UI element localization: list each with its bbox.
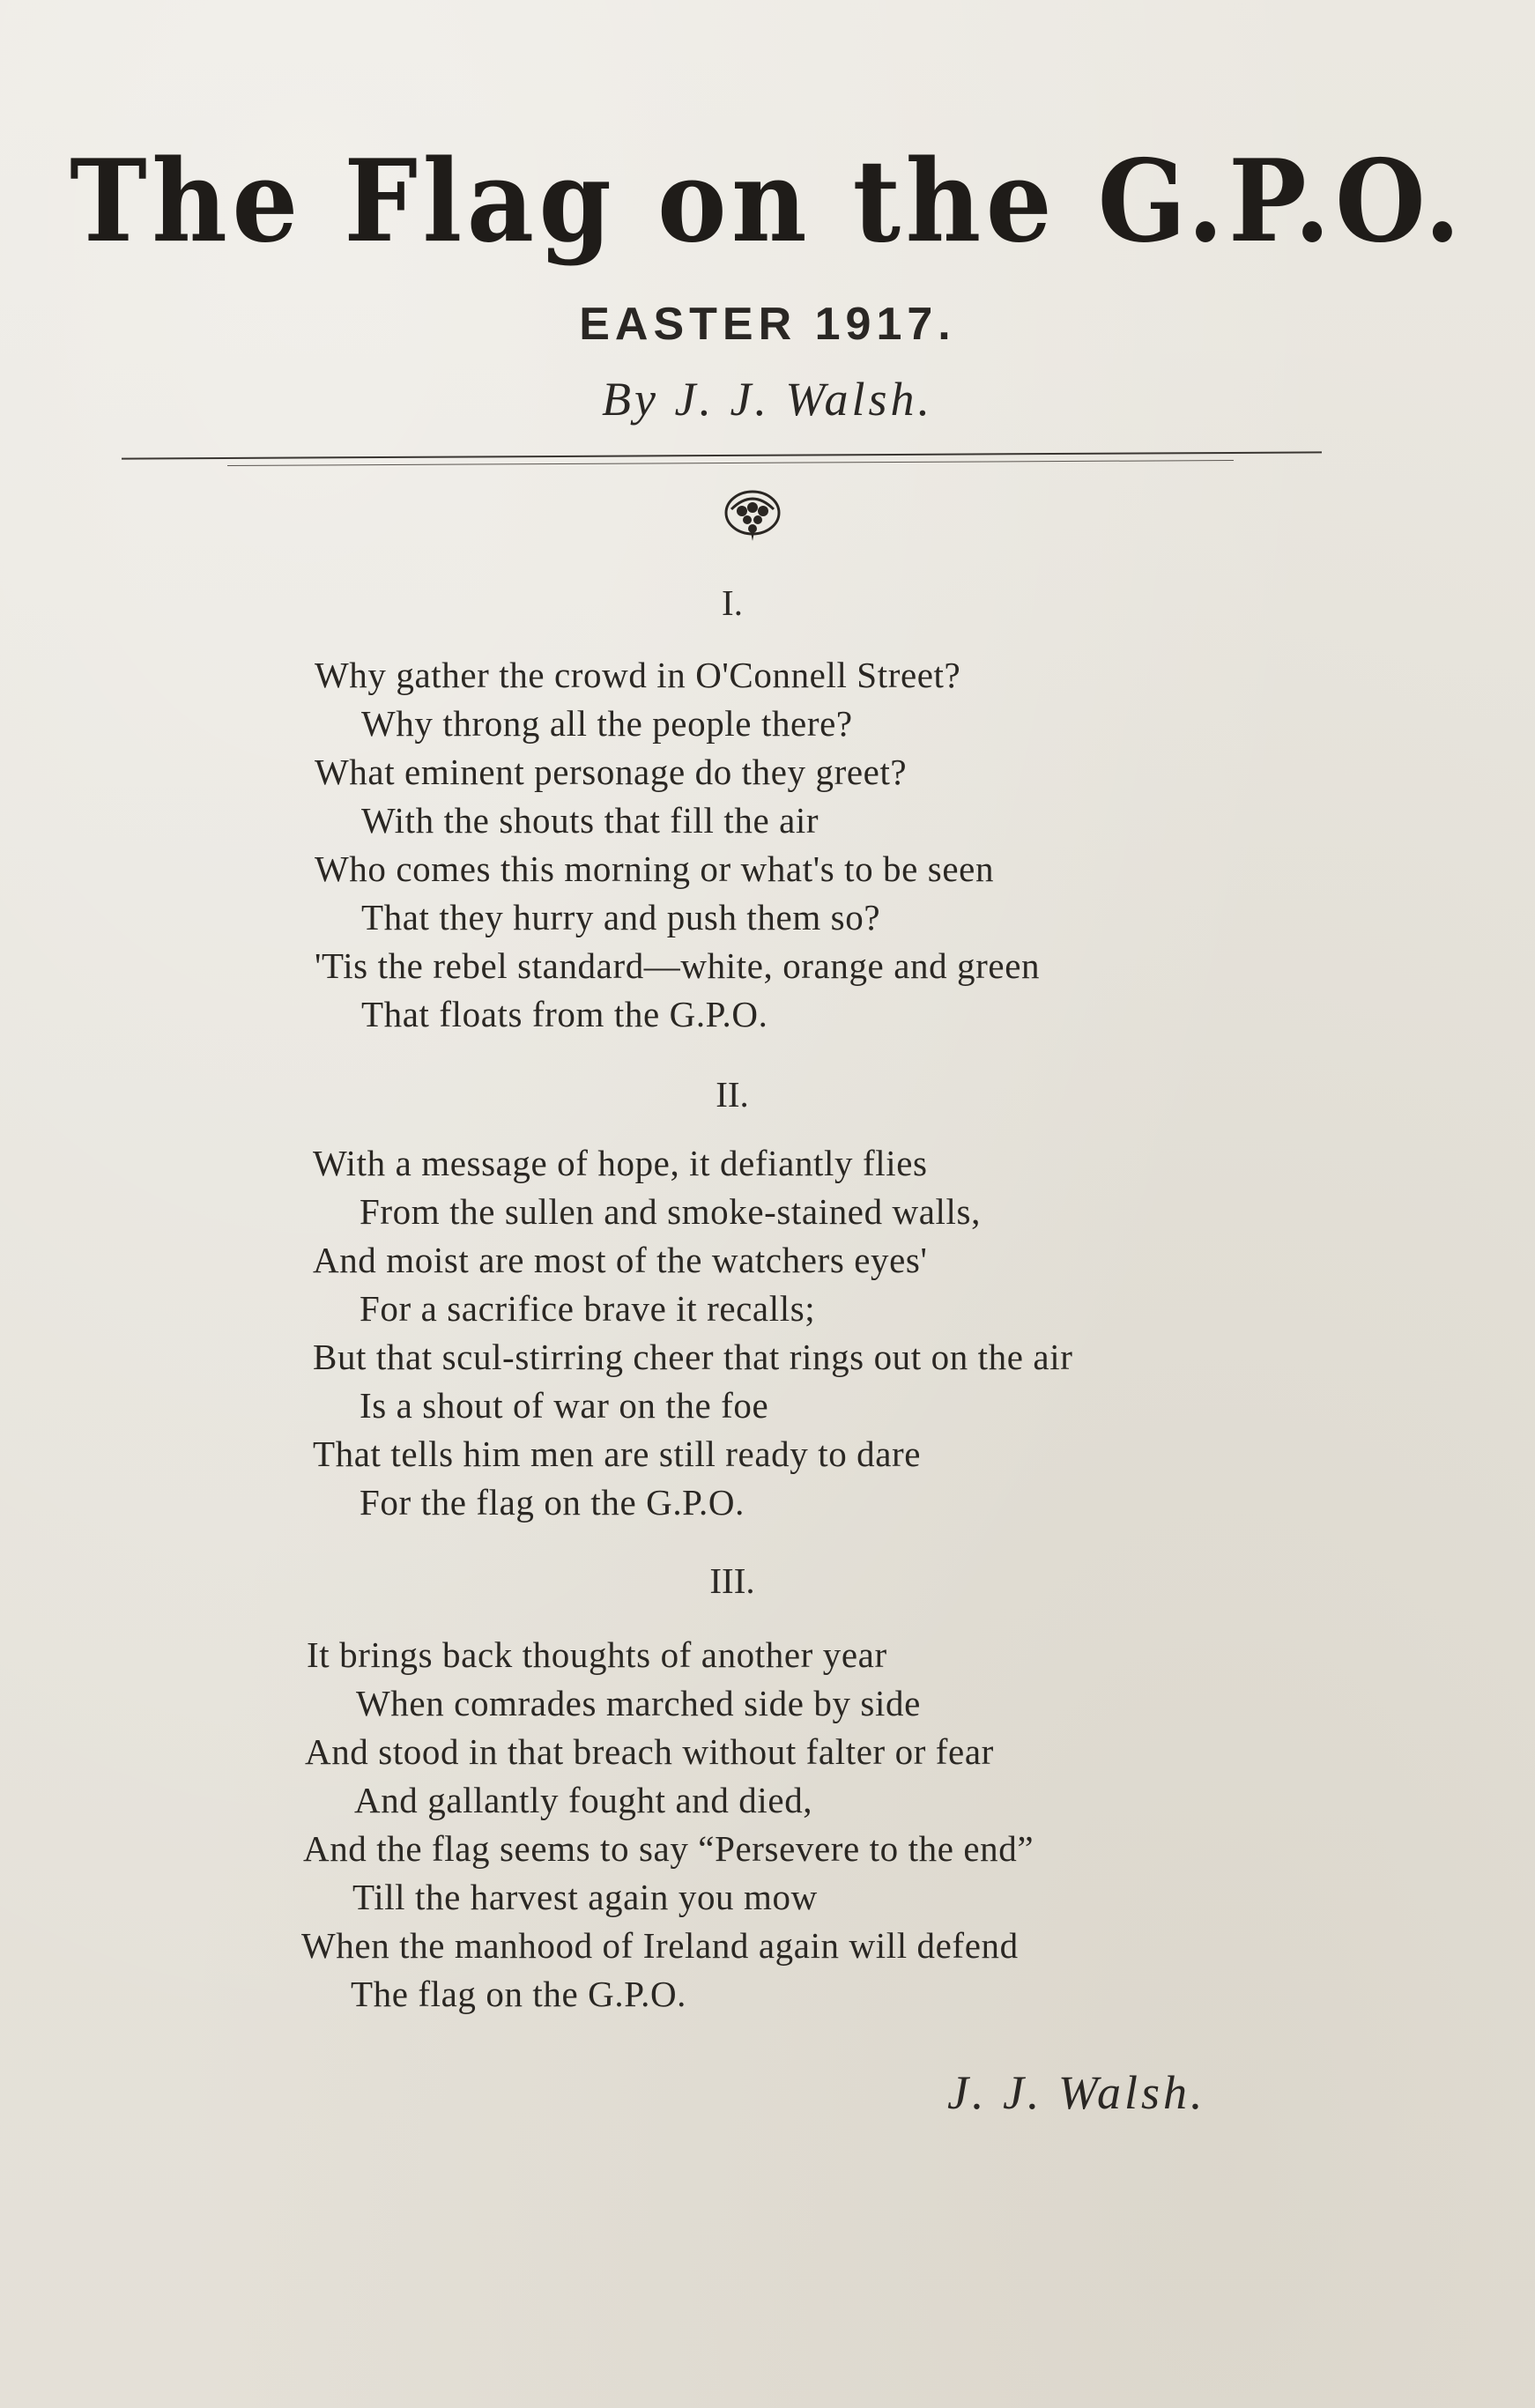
poem-line: With a message of hope, it defiantly flies — [313, 1143, 928, 1183]
poem-line: But that scul-stirring cheer that rings out on the air — [313, 1337, 1073, 1377]
poem-line: That they hurry and push them so? — [361, 897, 881, 937]
poem-line: Till the harvest again you mow — [352, 1877, 818, 1917]
poem-line: It brings back thoughts of another year — [307, 1634, 887, 1675]
stanza-numeral: II. — [716, 1074, 749, 1115]
poem-line: And gallantly fought and died, — [354, 1780, 813, 1820]
poem-line: For the flag on the G.P.O. — [360, 1482, 745, 1523]
poem-line: That floats from the G.P.O. — [361, 994, 768, 1034]
poem-line: What eminent personage do they greet? — [315, 752, 908, 792]
floral-ornament-icon — [721, 483, 784, 546]
header-rule-bottom — [227, 460, 1234, 466]
poem-line: Is a shout of war on the foe — [360, 1385, 769, 1426]
poem-signature: J. J. Walsh. — [947, 2066, 1206, 2119]
poem-line: With the shouts that fill the air — [361, 800, 819, 841]
poem-line: The flag on the G.P.O. — [351, 1974, 686, 2014]
poem-line: Who comes this morning or what's to be seen — [315, 848, 995, 889]
poem-subtitle: EASTER 1917. — [579, 299, 956, 350]
poem-title: The Flag on the G.P.O. — [70, 136, 1465, 268]
poem-line: And moist are most of the watchers eyes' — [313, 1240, 928, 1280]
poem-line: That tells him men are still ready to dare — [313, 1434, 922, 1474]
poem-line: When comrades marched side by side — [356, 1683, 921, 1723]
poem-line: And the flag seems to say “Persevere to the end” — [303, 1828, 1034, 1869]
poem-line: When the manhood of Ireland again will defend — [301, 1925, 1019, 1966]
poem-line: 'Tis the rebel standard—white, orange and green — [315, 945, 1041, 986]
stanza-numeral: I. — [722, 582, 743, 623]
header-rule-top — [122, 451, 1322, 459]
poem-line: And stood in that breach without falter or fear — [305, 1731, 994, 1772]
poem-line: From the sullen and smoke-stained walls, — [360, 1191, 981, 1232]
poem-byline: By J. J. Walsh. — [602, 373, 933, 426]
poem-line: Why gather the crowd in O'Connell Street? — [315, 655, 961, 695]
stanza-numeral: III. — [709, 1560, 755, 1601]
poem-line: For a sacrifice brave it recalls; — [360, 1288, 816, 1329]
poem-line: Why throng all the people there? — [361, 703, 853, 744]
